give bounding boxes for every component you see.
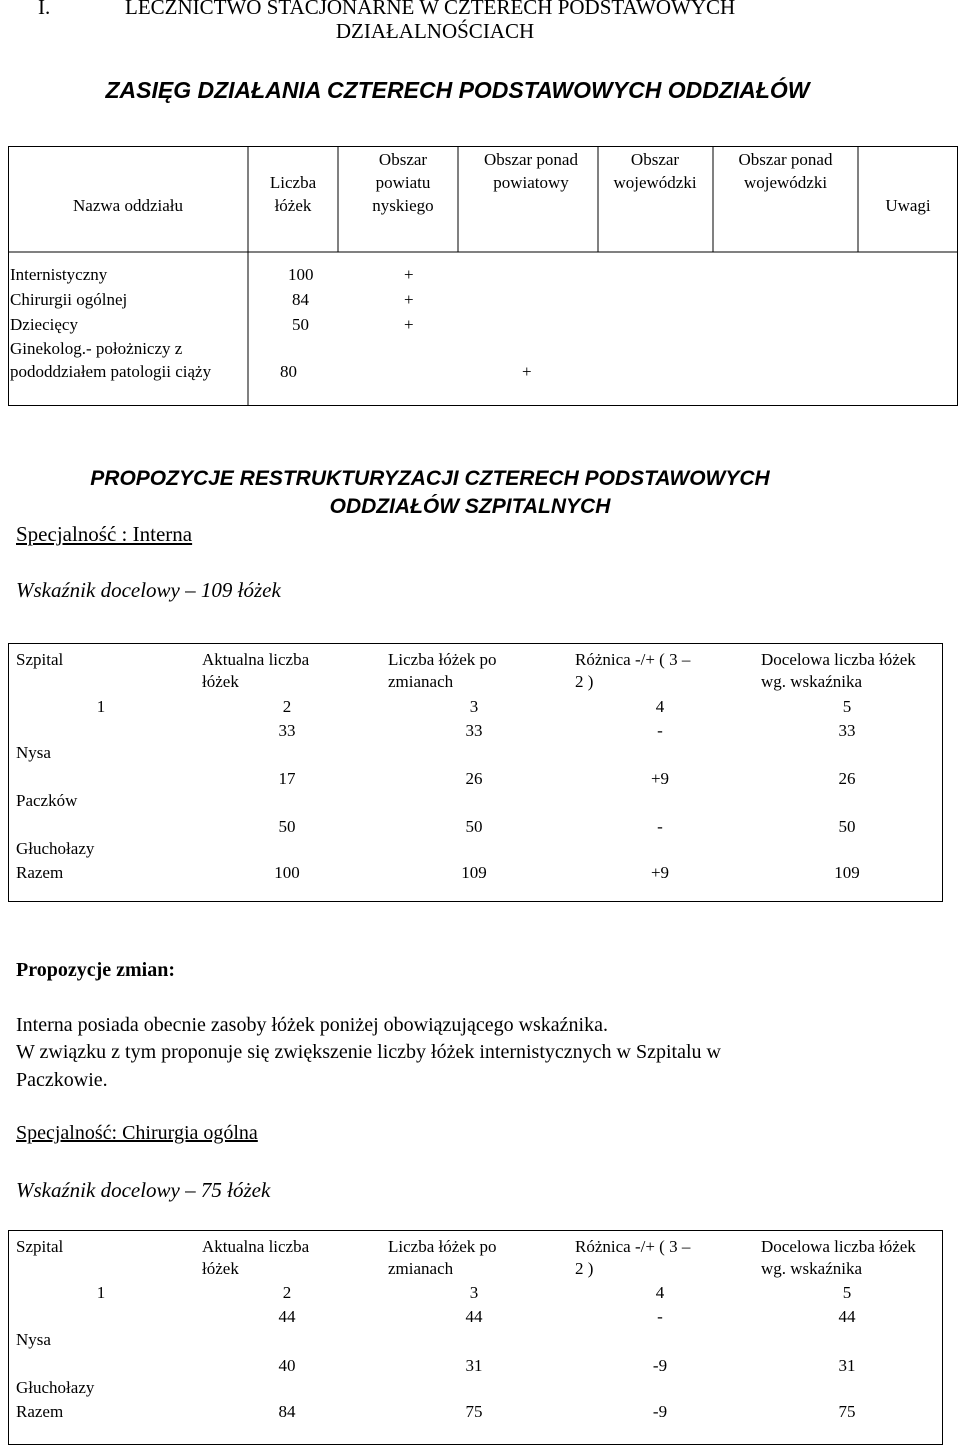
col-number: 2 xyxy=(282,1283,292,1302)
surgery-beds-table xyxy=(8,1230,943,1445)
col-number: 1 xyxy=(96,697,106,716)
col-current-header: Aktualna liczba łóżek xyxy=(202,1237,310,1278)
total-diff: -9 xyxy=(652,1402,668,1421)
col-target-header: Docelowa liczba łóżek wg. wskaźnika xyxy=(761,1237,916,1278)
total-after: 75 xyxy=(465,1402,483,1421)
row-pediatric-beds: 50 xyxy=(292,315,309,334)
cell-target: 31 xyxy=(838,1356,856,1375)
cell-hospital: Głuchołazy xyxy=(16,839,95,858)
chapter-title-line1: LECZNICTWO STACJONARNE W CZTERECH PODSTAWOWYCH xyxy=(125,0,736,19)
header-county-area: Obszar powiatu nyskiego xyxy=(372,150,434,215)
cell-current: 40 xyxy=(278,1356,296,1375)
total-current: 84 xyxy=(278,1402,296,1421)
col-after-header: Liczba łóżek po zmianach xyxy=(388,1237,497,1278)
total-current: 100 xyxy=(274,863,300,882)
col-number: 3 xyxy=(469,1283,479,1302)
restructuring-heading-line2: ODDZIAŁÓW SZPITALNYCH xyxy=(329,495,611,518)
chapter-number: I. xyxy=(38,0,51,19)
cell-after: 26 xyxy=(465,769,483,788)
total-label: Razem xyxy=(16,1402,64,1421)
row-gynecology-name: Ginekolog.- położniczy z pododdziałem patologii ciąży xyxy=(10,339,212,381)
cell-current: 33 xyxy=(278,721,296,740)
row-internal-name: Internistyczny xyxy=(10,265,108,284)
col-after-header: Liczba łóżek po zmianach xyxy=(388,650,497,691)
col-diff-header: Różnica -/+ ( 3 – 2 ) xyxy=(575,1237,691,1278)
col-number: 1 xyxy=(96,1283,106,1302)
proposals-title: Propozycje zmian: xyxy=(16,959,176,981)
header-supra-county-area: Obszar ponad powiatowy xyxy=(484,150,578,192)
indicator-internal: Wskaźnik docelowy – 109 łóżek xyxy=(16,578,281,602)
cell-target: 44 xyxy=(838,1307,856,1326)
col-number: 5 xyxy=(842,1283,852,1302)
range-table xyxy=(8,146,958,406)
cell-diff: -9 xyxy=(652,1356,668,1375)
header-remarks: Uwagi xyxy=(885,196,931,215)
cell-target: 50 xyxy=(838,817,856,836)
col-hospital-header: Szpital xyxy=(16,650,64,669)
total-after: 109 xyxy=(461,863,487,882)
specialty-internal: Specjalność : Interna xyxy=(16,522,193,546)
cell-after: 44 xyxy=(465,1307,483,1326)
row-pediatric-name: Dziecięcy xyxy=(10,315,78,334)
total-target: 109 xyxy=(834,863,860,882)
col-number: 2 xyxy=(282,697,292,716)
restructuring-heading xyxy=(0,465,860,521)
total-diff: +9 xyxy=(650,863,670,882)
header-supra-voivodeship-area: Obszar ponad wojewódzki xyxy=(738,150,833,192)
col-diff-header: Różnica -/+ ( 3 – 2 ) xyxy=(575,650,691,691)
row-internal-mark: + xyxy=(404,265,414,284)
cell-target: 26 xyxy=(838,769,856,788)
cell-current: 17 xyxy=(278,769,296,788)
cell-after: 31 xyxy=(465,1356,483,1375)
row-gynecology-beds: 80 xyxy=(280,362,297,381)
col-hospital-header: Szpital xyxy=(16,1237,64,1256)
row-pediatric-mark: + xyxy=(404,315,414,334)
row-surgery-mark: + xyxy=(404,290,414,309)
cell-after: 50 xyxy=(465,817,483,836)
header-bed-count: Liczba łóżek xyxy=(269,173,317,215)
col-current-header: Aktualna liczba łóżek xyxy=(202,650,310,691)
restructuring-heading-line1: PROPOZYCJE RESTRUKTURYZACJI CZTERECH PODSTAWOWYCH xyxy=(90,467,770,490)
row-internal-beds: 100 xyxy=(288,265,314,284)
proposals-line2: W związku z tym proponuje się zwiększenie liczby łóżek internistycznych w Szpitalu w xyxy=(16,1041,721,1063)
cell-diff: - xyxy=(657,817,663,836)
cell-hospital: Paczków xyxy=(16,791,78,810)
indicator-surgery: Wskaźnik docelowy – 75 łóżek xyxy=(16,1178,271,1202)
col-number: 5 xyxy=(842,697,852,716)
cell-hospital: Nysa xyxy=(16,1330,51,1349)
col-number: 4 xyxy=(655,697,665,716)
cell-after: 33 xyxy=(465,721,483,740)
total-label: Razem xyxy=(16,863,64,882)
row-surgery-name: Chirurgii ogólnej xyxy=(10,290,128,309)
cell-hospital: Nysa xyxy=(16,743,51,762)
col-number: 3 xyxy=(469,697,479,716)
cell-current: 44 xyxy=(278,1307,296,1326)
col-number: 4 xyxy=(655,1283,665,1302)
cell-target: 33 xyxy=(838,721,856,740)
cell-diff: - xyxy=(657,1307,663,1326)
proposals-line1: Interna posiada obecnie zasoby łóżek poniżej obowiązującego wskaźnika. xyxy=(16,1014,608,1036)
section-subtitle: ZASIĘG DZIAŁANIA CZTERECH PODSTAWOWYCH ODDZIAŁÓW xyxy=(105,77,810,103)
total-target: 75 xyxy=(838,1402,856,1421)
header-department: Nazwa oddziału xyxy=(73,196,183,215)
cell-hospital: Głuchołazy xyxy=(16,1378,95,1397)
col-target-header: Docelowa liczba łóżek wg. wskaźnika xyxy=(761,650,916,691)
row-gynecology-mark: + xyxy=(522,362,532,381)
internal-beds-table xyxy=(8,643,943,902)
cell-current: 50 xyxy=(278,817,296,836)
cell-diff: +9 xyxy=(650,769,670,788)
header-voivodeship-area: Obszar wojewódzki xyxy=(613,150,697,192)
row-surgery-beds: 84 xyxy=(292,290,309,309)
cell-diff: - xyxy=(657,721,663,740)
proposals-line3: Paczkowie. xyxy=(16,1069,108,1091)
chapter-title-line2: DZIAŁALNOŚCIACH xyxy=(335,19,535,43)
specialty-surgery: Specjalność: Chirurgia ogólna xyxy=(16,1122,258,1144)
